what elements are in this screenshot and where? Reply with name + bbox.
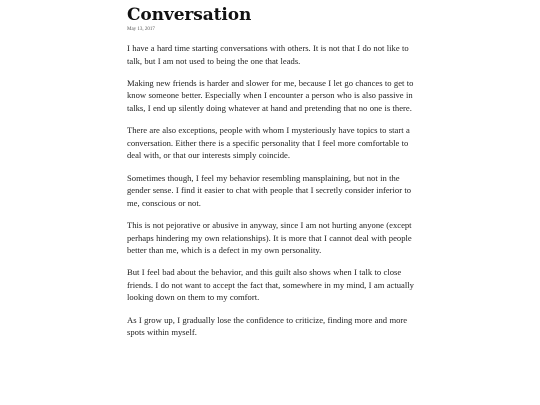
page-title: Conversation <box>127 5 252 25</box>
paragraph: Sometimes though, I feel my behavior resembling mansplaining, but not in the gender sense. I find it easier to chat with people that I secretly consider inferior to me, conscious or not. <box>127 172 412 208</box>
paragraph: Making new friends is harder and slower for me, because I let go chances to get to know someone better. Especially when I encounter a person who is also passive in talks, I end up silently doing whatever at hand and pretending that no one is there. <box>127 77 414 113</box>
article-body <box>127 42 417 339</box>
paragraph: As I grow up, I gradually lose the confidence to criticize, finding more and more spots within myself. <box>127 314 408 338</box>
paragraph: I have a hard time starting conversations with others. It is not that I do not like to talk, but I am not used to being the one that leads. <box>127 43 409 66</box>
paragraph: But I feel bad about the behavior, and this guilt also shows when I talk to close friends. I do not want to accept the fact that, somewhere in my mind, I am actually looking down on them to my comfort. <box>127 267 414 303</box>
article <box>127 6 417 348</box>
paragraph: This is not pejorative or abusive in anyway, since I am not hurting anyone (except perhaps hindering my own relationships). It is more that I cannot deal with people better than me, which is a defect in my own personality. <box>127 219 412 256</box>
post-date: May 13, 2017 <box>127 27 155 32</box>
paragraph: There are also exceptions, people with whom I mysteriously have topics to start a conversation. Either there is a specific personality that I feel more comfortable to deal with, or that our interests simply coincide. <box>127 125 410 161</box>
